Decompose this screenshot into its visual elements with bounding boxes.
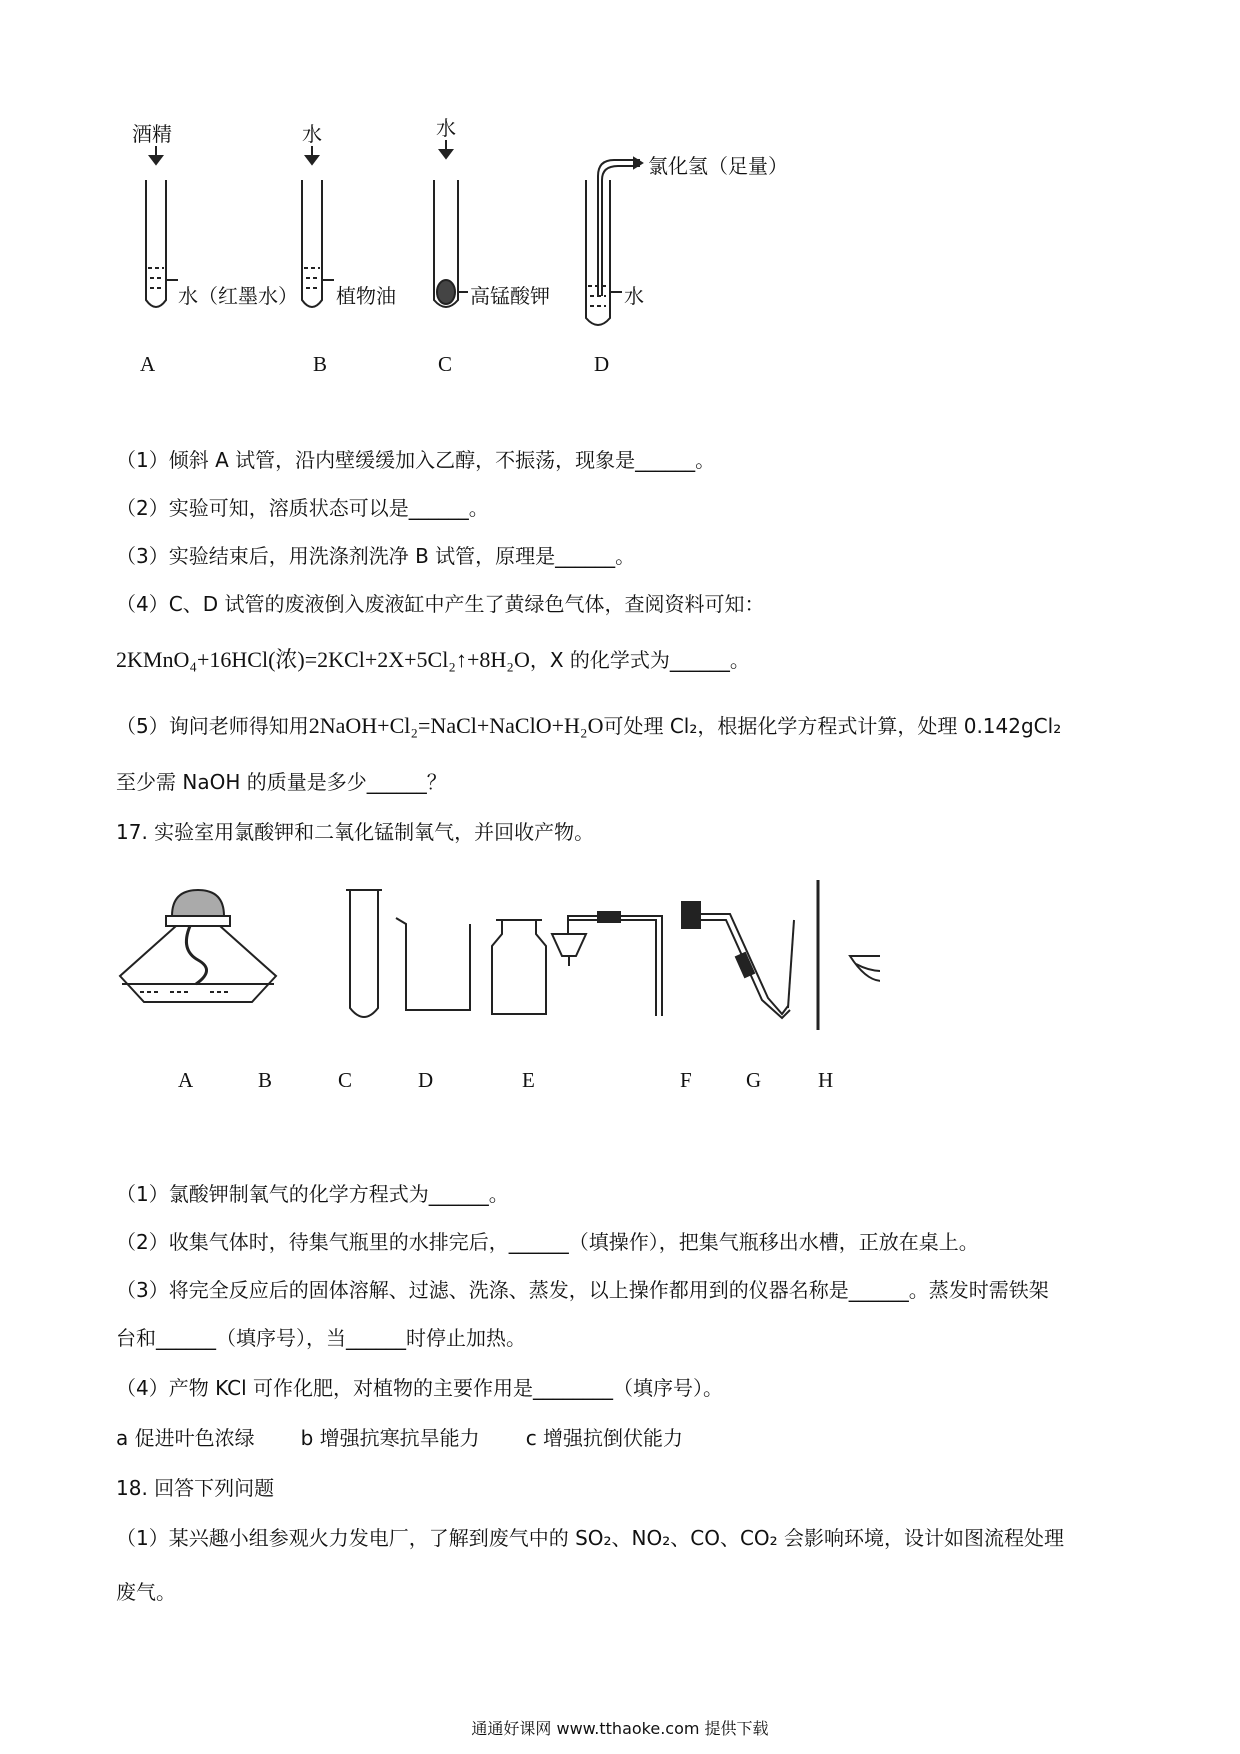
q16-equation-kmno4: 2KMnO₄+16HCl(浓)=2KCl+2X+5Cl₂↑+8H₂O [116,647,530,672]
q17-options [116,1424,683,1452]
fig2-letter-b: B [258,1068,273,1092]
q16-part2: （2）实验可知，溶质状态可以是______。 [116,496,489,520]
q17-part3: （3）将完全反应后的固体溶解、过滤、洗涤、蒸发，以上操作都用到的仪器名称是______。蒸发时需铁架 [116,1278,1049,1302]
option-b: b 增强抗寒抗旱能力 [300,1426,480,1450]
q16-part5 [116,646,750,674]
option-c: c 增强抗倒伏能力 [525,1426,684,1450]
tube-a-top-label: 酒精 [132,122,172,146]
q16-part7: 至少需 NaOH 的质量是多少______？ [116,770,447,794]
funnel [552,934,586,956]
fig2-letter-f: F [680,1068,692,1092]
q17-part4: （4）产物 KCl 可作化肥，对植物的主要作用是________（填序号）。 [116,1376,723,1400]
tube-b-top-label: 水 [302,122,322,146]
q16-part1: （1）倾斜 A 试管，沿内壁缓缓加入乙醇，不振荡，现象是______。 [116,448,716,472]
fig2-letter-c: C [338,1068,353,1092]
tube-c-side-label: 高锰酸钾 [470,284,550,308]
fig1-letter-d: D [594,352,610,376]
fig2-letter-d: D [418,1068,434,1092]
q17-part1: （1）氯酸钾制氧气的化学方程式为______。 [116,1182,509,1206]
tube-d-gas-label: 氯化氢（足量） [648,154,788,178]
gas-bottle [492,920,546,1014]
fig2-letter-g: G [746,1068,762,1092]
rubber-stopper [682,902,700,928]
q18-part1: （1）某兴趣小组参观火力发电厂，了解到废气中的 SO₂、NO₂、CO、CO₂ 会影响环境，设计如图流程处理 [116,1526,1065,1550]
tube-a-side-label: 水（红墨水） [178,284,298,308]
q16-part6 [116,712,1061,740]
q16-part3: （3）实验结束后，用洗涤剂洗净 B 试管，原理是______。 [116,544,636,568]
q18-title: 18. 回答下列问题 [116,1476,275,1500]
tube-c-top-label: 水 [436,116,456,140]
fig1-letter-b: B [313,352,328,376]
q16-part6-b: 可处理 Cl₂，根据化学方程式计算，处理 0.142gCl₂ [603,714,1062,738]
tube-d-side-label: 水 [624,284,644,308]
option-a: a 促进叶色浓绿 [116,1426,255,1450]
tube-b [302,180,322,307]
beaker [396,918,470,1010]
q17-part3-cont: 台和______（填序号），当______时停止加热。 [116,1326,526,1350]
tube-b-side-label: 植物油 [336,284,396,308]
fig2-letter-a: A [178,1068,194,1092]
q16-part4: （4）C、D 试管的废液倒入废液缸中产生了黄绿色气体，查阅资料可知： [116,592,765,616]
fig2-letter-e: E [522,1068,535,1092]
page-footer: 通通好课网 www.tthaoke.com 提供下载 [471,1719,769,1738]
potassium-permanganate-solid [437,280,455,304]
q16-part6-a: （5）询问老师得知用 [116,714,309,738]
q16-equation-naoh: 2NaOH+Cl₂=NaCl+NaClO+H₂O [308,713,604,738]
test-tube [350,890,378,1017]
tube-a [146,180,166,307]
q18-part1-cont: 废气。 [116,1580,176,1604]
q17-part2: （2）收集气体时，待集气瓶里的水排完后，______（填操作），把集气瓶移出水槽，正放在桌上。 [116,1230,979,1254]
apparatus-figure [100,880,880,1040]
alcohol-lamp [120,890,276,1002]
fig1-letter-a: A [140,352,156,376]
q17-title: 17. 实验室用氯酸钾和二氧化锰制氧气，并回收产物。 [116,820,595,844]
fig2-letter-h: H [818,1068,834,1092]
q16-part5-tail: ，X 的化学式为______。 [529,648,750,672]
fig1-letter-c: C [438,352,453,376]
